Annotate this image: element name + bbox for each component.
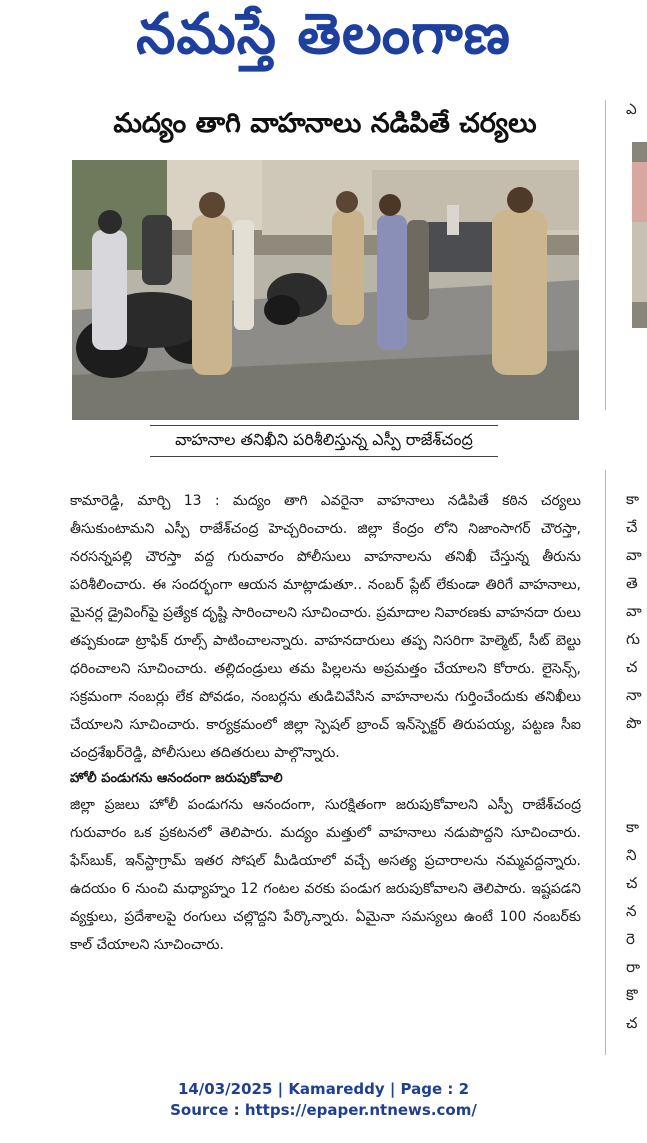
adjacent-text-fragment: చ [626, 874, 638, 892]
adjacent-text-fragment: ఎ [626, 100, 637, 118]
adjacent-photo-image [632, 142, 647, 328]
adjacent-text-fragment: కొ [626, 986, 638, 1004]
masthead [0, 0, 647, 86]
adjacent-text-fragment: కా [626, 818, 640, 836]
article-subheading: హోలీ పండుగను ఆనందంగా జరుపుకోవాలి [70, 771, 283, 786]
adjacent-text-fragment: రె [626, 930, 635, 948]
adjacent-text-fragment: నా [626, 686, 642, 704]
caption-top-rule [150, 425, 498, 426]
adjacent-text-fragment: వా [626, 546, 642, 564]
article-paragraph-2: జిల్లా ప్రజలు హోలీ పండుగను ఆనందంగా, సురక్షితంగా జరుపుకోవాలని ఎస్పీ రాజేశ్‌చంద్ర గురువారం ఒక ప్రకటనలో తెలిపారు. మద్యం మత్తులో వాహనాలు నడుపొద్దని సూచించారు. ఫేస్‌బుక్, ఇన్‌స్టాగ్రామ్ ఇతర సోషల్ మీడియాలో వచ్చే అసత్య ప్రచారాలను నమ్మవద్దన్నారు. ఉదయం 6 నుంచి మధ్యాహ్నం 12 గంటల వరకు పండుగ జరుపుకోవాలని తెలిపారు. ఇష్టపడని వ్యక్తులు, ప్రదేశాలపై రంగులు చల్లొద్దని పేర్కొన్నారు. ఏమైనా సమస్యలు ఉంటే 100 నంబర్‌కు కాల్ చేయాలని సూచించారు. [70, 797, 581, 953]
column-divider [605, 100, 606, 410]
adjacent-text-fragment: న [626, 902, 637, 920]
article-body [70, 487, 581, 959]
adjacent-text-fragment: కా [626, 490, 640, 508]
police-checkpoint-photo [72, 160, 579, 420]
adjacent-text-fragment: గు [626, 630, 640, 648]
adjacent-text-fragment: రా [626, 958, 641, 976]
article-photo [72, 160, 579, 420]
adjacent-article-column [610, 90, 647, 1050]
adjacent-text-fragment: ని [626, 846, 637, 864]
adjacent-photo [632, 142, 647, 328]
adjacent-text-fragment: చ [626, 1014, 638, 1032]
article-headline: మద్యం తాగి వాహనాలు నడిపితే చర్యలు [113, 108, 537, 139]
article-paragraph-1: కామారెడ్డి, మార్చి 13 : మద్యం తాగి ఎవరైనా వాహనాలు నడిపితే కఠిన చర్యలు తీసుకుంటామని ఎస్పీ రాజేశ్‌చంద్ర హెచ్చరించారు. జిల్లా కేంద్రం లోని నిజాంసాగర్ చౌరస్తా, నరసన్నపల్లి చౌరస్తా వద్ద గురువారం పోలీసులు వాహనాలను తనిఖీ చేస్తున్న తీరును పరిశీలించారు. ఈ సందర్భంగా ఆయన మాట్లాడుతూ.. నంబర్ ప్లేట్ లేకుండా తిరిగే వాహనాలు, మైనర్ల డ్రైవింగ్‌పై ప్రత్యేక దృష్టి సారించాలని సూచించారు. ప్రమాదాల నివారణకు వాహనదా రులు తప్పకుండా ట్రాఫిక్ రూల్స్ పాటించాలన్నారు. వాహనదారులు తప్ప నిసరిగా హెల్మెట్, సీట్ బెల్టు ధరించాలని సూచించారు. తల్లిదండ్రులు తమ పిల్లలను అప్రమత్తం చేయాలని కోరారు. లైసెన్స్, సక్రమంగా నంబర్లు లేక పోవడం, నంబర్లను తుడిచివేసిన వాహనాలను గుర్తించేందుకు తనిఖీలు చేయాలని సూచించారు. కార్యక్రమంలో జిల్లా స్పెషల్ బ్రాంచ్ ఇన్‌స్పెక్టర్ తిరుపయ్య, పట్టణ సీఐ చంద్రశేఖర్‌రెడ్డి, పోలీసులు తదితరులు పాల్గొన్నారు. [70, 493, 581, 761]
edition-info: 14/03/2025 | Kamareddy | Page : 2 [177, 1080, 470, 1098]
adjacent-text-fragment: తె [626, 574, 638, 592]
adjacent-text-fragment: చే [626, 518, 638, 536]
page-footer [0, 1079, 647, 1121]
masthead-logo: నమస్తే తెలంగాణ [136, 2, 511, 67]
column-divider [605, 470, 606, 1055]
caption-bottom-rule [150, 456, 498, 457]
source-link[interactable]: Source : https://epaper.ntnews.com/ [170, 1101, 477, 1119]
photo-caption: వాహనాల తనిఖీని పరిశీలిస్తున్న ఎస్పీ రాజేశ్‌చంద్ర [175, 430, 473, 449]
adjacent-text-fragment: చ [626, 658, 638, 676]
adjacent-text-fragment: వా [626, 602, 642, 620]
adjacent-text-fragment: పొ [626, 714, 642, 732]
